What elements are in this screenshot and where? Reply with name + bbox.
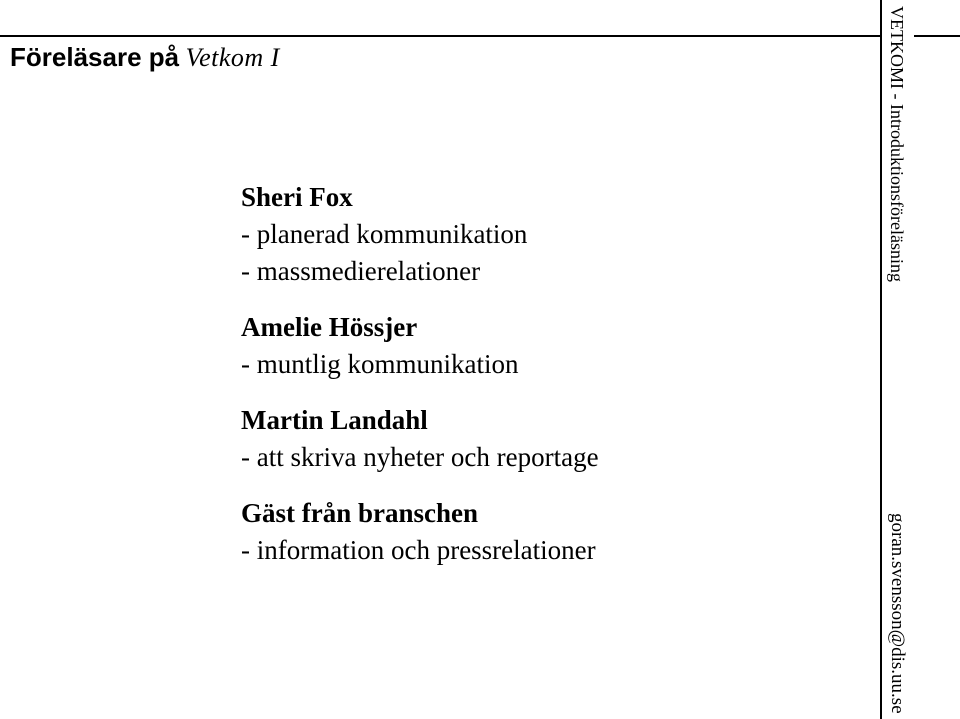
lecturer-topic: - planerad kommunikation: [241, 219, 528, 249]
lecturer-entry: [241, 495, 599, 569]
lecturer-entry: [241, 179, 599, 290]
slide-title: [10, 42, 280, 73]
sidebar-divider: [880, 0, 882, 719]
lecturer-topic: - massmedierelationer: [241, 256, 481, 286]
slide-title-course: Vetkom I: [185, 43, 280, 72]
lecturer-name: Sheri Fox: [241, 182, 353, 212]
sidebar-email: goran.svensson@dis.uu.se: [887, 513, 908, 714]
lecturer-entry: [241, 402, 599, 476]
lecturer-name: Gäst från branschen: [241, 498, 479, 528]
lecturer-name: Martin Landahl: [241, 405, 428, 435]
lecturer-entry: [241, 309, 599, 383]
sidebar-course-label: VETKOMI - Introduktionsföreläsning: [887, 6, 907, 282]
lecturer-topic: - information och pressrelationer: [241, 535, 596, 565]
lecturer-list: [241, 179, 599, 569]
slide-title-main: Föreläsare på: [10, 42, 180, 72]
title-divider-right: [914, 35, 960, 37]
lecturer-name: Amelie Hössjer: [241, 312, 418, 342]
lecturer-topic: - muntlig kommunikation: [241, 349, 519, 379]
title-divider: [0, 35, 880, 37]
lecturer-topic: - att skriva nyheter och reportage: [241, 442, 599, 472]
